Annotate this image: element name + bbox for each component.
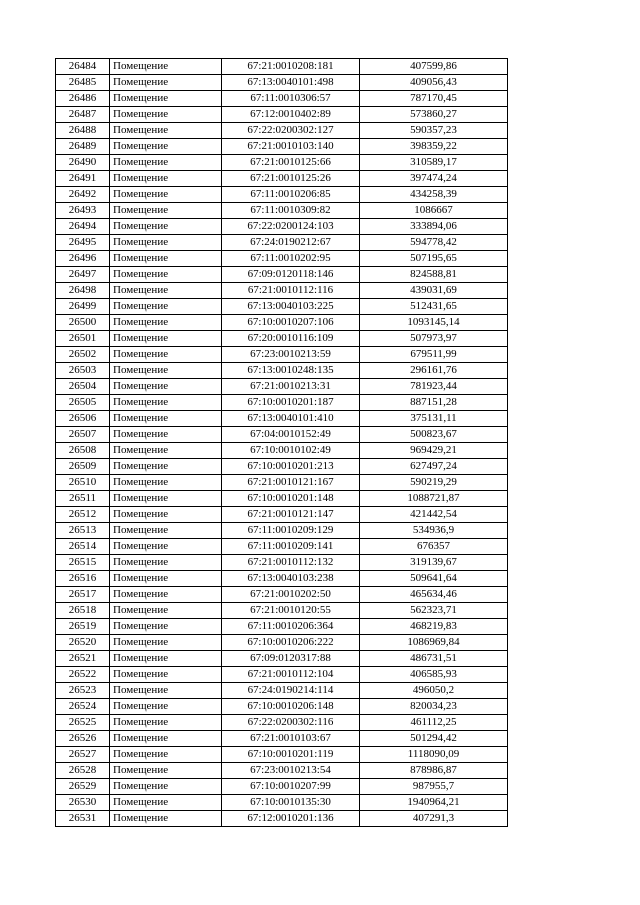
table-row [56, 475, 508, 491]
table-row [56, 331, 508, 347]
cadastral-number-cell: 67:13:0040103:225 [222, 299, 360, 315]
cadastral-value-cell: 573860,27 [360, 107, 508, 123]
object-type-cell: Помещение [110, 219, 222, 235]
object-type-cell: Помещение [110, 363, 222, 379]
table-row [56, 715, 508, 731]
row-number-cell: 26509 [56, 459, 110, 475]
object-type-cell: Помещение [110, 235, 222, 251]
cadastral-number-cell: 67:13:0040103:238 [222, 571, 360, 587]
object-type-cell: Помещение [110, 379, 222, 395]
cadastral-value-cell: 375131,11 [360, 411, 508, 427]
row-number-cell: 26500 [56, 315, 110, 331]
object-type-cell: Помещение [110, 315, 222, 331]
row-number-cell: 26511 [56, 491, 110, 507]
table-row [56, 459, 508, 475]
cadastral-value-cell: 409056,43 [360, 75, 508, 91]
cadastral-value-cell: 421442,54 [360, 507, 508, 523]
cadastral-value-cell: 310589,17 [360, 155, 508, 171]
row-number-cell: 26497 [56, 267, 110, 283]
table-row [56, 763, 508, 779]
row-number-cell: 26514 [56, 539, 110, 555]
cadastral-value-cell: 461112,25 [360, 715, 508, 731]
object-type-cell: Помещение [110, 107, 222, 123]
cadastral-number-cell: 67:11:0010206:364 [222, 619, 360, 635]
row-number-cell: 26526 [56, 731, 110, 747]
cadastral-value-cell: 534936,9 [360, 523, 508, 539]
table-row [56, 427, 508, 443]
cadastral-value-cell: 590357,23 [360, 123, 508, 139]
cadastral-number-cell: 67:04:0010152:49 [222, 427, 360, 443]
row-number-cell: 26492 [56, 187, 110, 203]
row-number-cell: 26484 [56, 59, 110, 75]
object-type-cell: Помещение [110, 283, 222, 299]
cadastral-number-cell: 67:21:0010120:55 [222, 603, 360, 619]
table-row [56, 107, 508, 123]
object-type-cell: Помещение [110, 699, 222, 715]
object-type-cell: Помещение [110, 651, 222, 667]
cadastral-value-cell: 1093145,14 [360, 315, 508, 331]
cadastral-value-cell: 590219,29 [360, 475, 508, 491]
table-row [56, 795, 508, 811]
table-row [56, 203, 508, 219]
row-number-cell: 26520 [56, 635, 110, 651]
object-type-cell: Помещение [110, 539, 222, 555]
object-type-cell: Помещение [110, 715, 222, 731]
row-number-cell: 26525 [56, 715, 110, 731]
cadastral-number-cell: 67:10:0010135:30 [222, 795, 360, 811]
object-type-cell: Помещение [110, 267, 222, 283]
object-type-cell: Помещение [110, 299, 222, 315]
cadastral-value-cell: 627497,24 [360, 459, 508, 475]
object-type-cell: Помещение [110, 747, 222, 763]
table-row [56, 251, 508, 267]
cadastral-value-cell: 787170,45 [360, 91, 508, 107]
cadastral-number-cell: 67:22:0200302:127 [222, 123, 360, 139]
table-row [56, 219, 508, 235]
cadastral-number-cell: 67:10:0010102:49 [222, 443, 360, 459]
cadastral-number-cell: 67:11:0010202:95 [222, 251, 360, 267]
cadastral-number-cell: 67:21:0010125:26 [222, 171, 360, 187]
object-type-cell: Помещение [110, 395, 222, 411]
cadastral-number-cell: 67:21:0010121:147 [222, 507, 360, 523]
cadastral-number-cell: 67:13:0040101:410 [222, 411, 360, 427]
table-row [56, 603, 508, 619]
cadastral-value-cell: 507195,65 [360, 251, 508, 267]
cadastral-number-cell: 67:24:0190214:114 [222, 683, 360, 699]
row-number-cell: 26499 [56, 299, 110, 315]
table-row [56, 491, 508, 507]
object-type-cell: Помещение [110, 139, 222, 155]
table-row [56, 747, 508, 763]
cadastral-value-cell: 434258,39 [360, 187, 508, 203]
table-row [56, 91, 508, 107]
object-type-cell: Помещение [110, 763, 222, 779]
cadastral-value-cell: 397474,24 [360, 171, 508, 187]
row-number-cell: 26504 [56, 379, 110, 395]
row-number-cell: 26524 [56, 699, 110, 715]
cadastral-value-cell: 319139,67 [360, 555, 508, 571]
cadastral-number-cell: 67:21:0010112:132 [222, 555, 360, 571]
cadastral-number-cell: 67:23:0010213:59 [222, 347, 360, 363]
table-row [56, 651, 508, 667]
cadastral-number-cell: 67:13:0010248:135 [222, 363, 360, 379]
object-type-cell: Помещение [110, 331, 222, 347]
row-number-cell: 26501 [56, 331, 110, 347]
object-type-cell: Помещение [110, 411, 222, 427]
cadastral-number-cell: 67:09:0120118:146 [222, 267, 360, 283]
row-number-cell: 26507 [56, 427, 110, 443]
cadastral-value-cell: 398359,22 [360, 139, 508, 155]
object-type-cell: Помещение [110, 347, 222, 363]
object-type-cell: Помещение [110, 507, 222, 523]
object-type-cell: Помещение [110, 667, 222, 683]
table-row [56, 315, 508, 331]
row-number-cell: 26521 [56, 651, 110, 667]
row-number-cell: 26496 [56, 251, 110, 267]
cadastral-number-cell: 67:10:0010207:106 [222, 315, 360, 331]
cadastral-number-cell: 67:22:0200302:116 [222, 715, 360, 731]
table-row [56, 587, 508, 603]
table-row [56, 523, 508, 539]
table-row [56, 283, 508, 299]
cadastral-value-cell: 676357 [360, 539, 508, 555]
cadastral-number-cell: 67:10:0010206:148 [222, 699, 360, 715]
cadastral-number-cell: 67:12:0010201:136 [222, 811, 360, 827]
cadastral-number-cell: 67:22:0200124:103 [222, 219, 360, 235]
row-number-cell: 26490 [56, 155, 110, 171]
object-type-cell: Помещение [110, 475, 222, 491]
cadastral-number-cell: 67:21:0010103:140 [222, 139, 360, 155]
row-number-cell: 26485 [56, 75, 110, 91]
table-row [56, 267, 508, 283]
table-row [56, 123, 508, 139]
object-type-cell: Помещение [110, 811, 222, 827]
object-type-cell: Помещение [110, 59, 222, 75]
row-number-cell: 26488 [56, 123, 110, 139]
cadastral-number-cell: 67:10:0010201:187 [222, 395, 360, 411]
object-type-cell: Помещение [110, 683, 222, 699]
cadastral-value-cell: 1118090,09 [360, 747, 508, 763]
object-type-cell: Помещение [110, 155, 222, 171]
table-row [56, 683, 508, 699]
cadastral-number-cell: 67:13:0040101:498 [222, 75, 360, 91]
cadastral-value-cell: 501294,42 [360, 731, 508, 747]
cadastral-number-cell: 67:11:0010306:57 [222, 91, 360, 107]
row-number-cell: 26510 [56, 475, 110, 491]
table-row [56, 171, 508, 187]
cadastral-number-cell: 67:21:0010202:50 [222, 587, 360, 603]
cadastral-number-cell: 67:09:0120317:88 [222, 651, 360, 667]
cadastral-value-cell: 507973,97 [360, 331, 508, 347]
cadastral-value-cell: 407291,3 [360, 811, 508, 827]
row-number-cell: 26505 [56, 395, 110, 411]
cadastral-value-cell: 1086667 [360, 203, 508, 219]
row-number-cell: 26487 [56, 107, 110, 123]
row-number-cell: 26506 [56, 411, 110, 427]
row-number-cell: 26515 [56, 555, 110, 571]
table-row [56, 363, 508, 379]
row-number-cell: 26495 [56, 235, 110, 251]
cadastral-value-cell: 969429,21 [360, 443, 508, 459]
table-row [56, 443, 508, 459]
row-number-cell: 26529 [56, 779, 110, 795]
cadastral-value-cell: 509641,64 [360, 571, 508, 587]
cadastral-value-cell: 887151,28 [360, 395, 508, 411]
cadastral-value-cell: 468219,83 [360, 619, 508, 635]
table-row [56, 779, 508, 795]
object-type-cell: Помещение [110, 795, 222, 811]
table-row [56, 635, 508, 651]
object-type-cell: Помещение [110, 587, 222, 603]
row-number-cell: 26491 [56, 171, 110, 187]
object-type-cell: Помещение [110, 123, 222, 139]
object-type-cell: Помещение [110, 171, 222, 187]
row-number-cell: 26530 [56, 795, 110, 811]
object-type-cell: Помещение [110, 427, 222, 443]
cadastral-number-cell: 67:21:0010112:104 [222, 667, 360, 683]
object-type-cell: Помещение [110, 619, 222, 635]
row-number-cell: 26508 [56, 443, 110, 459]
table-row [56, 667, 508, 683]
cadastral-value-cell: 878986,87 [360, 763, 508, 779]
cadastral-value-cell: 500823,67 [360, 427, 508, 443]
row-number-cell: 26498 [56, 283, 110, 299]
row-number-cell: 26522 [56, 667, 110, 683]
table-row [56, 59, 508, 75]
cadastral-value-cell: 439031,69 [360, 283, 508, 299]
row-number-cell: 26489 [56, 139, 110, 155]
cadastral-number-cell: 67:21:0010121:167 [222, 475, 360, 491]
property-register-table [55, 58, 508, 827]
cadastral-number-cell: 67:10:0010201:148 [222, 491, 360, 507]
cadastral-number-cell: 67:10:0010207:99 [222, 779, 360, 795]
cadastral-value-cell: 987955,7 [360, 779, 508, 795]
row-number-cell: 26518 [56, 603, 110, 619]
table-row [56, 155, 508, 171]
object-type-cell: Помещение [110, 603, 222, 619]
row-number-cell: 26486 [56, 91, 110, 107]
object-type-cell: Помещение [110, 635, 222, 651]
row-number-cell: 26493 [56, 203, 110, 219]
table-row [56, 347, 508, 363]
cadastral-number-cell: 67:11:0010309:82 [222, 203, 360, 219]
row-number-cell: 26527 [56, 747, 110, 763]
cadastral-value-cell: 333894,06 [360, 219, 508, 235]
cadastral-number-cell: 67:24:0190212:67 [222, 235, 360, 251]
object-type-cell: Помещение [110, 75, 222, 91]
table-row [56, 75, 508, 91]
row-number-cell: 26502 [56, 347, 110, 363]
cadastral-value-cell: 486731,51 [360, 651, 508, 667]
table-row [56, 571, 508, 587]
table-row [56, 187, 508, 203]
row-number-cell: 26513 [56, 523, 110, 539]
cadastral-value-cell: 406585,93 [360, 667, 508, 683]
cadastral-value-cell: 512431,65 [360, 299, 508, 315]
cadastral-number-cell: 67:21:0010208:181 [222, 59, 360, 75]
cadastral-number-cell: 67:21:0010125:66 [222, 155, 360, 171]
cadastral-number-cell: 67:20:0010116:109 [222, 331, 360, 347]
object-type-cell: Помещение [110, 571, 222, 587]
table-row [56, 411, 508, 427]
table-row [56, 699, 508, 715]
table-row [56, 299, 508, 315]
table-row [56, 539, 508, 555]
cadastral-number-cell: 67:10:0010201:213 [222, 459, 360, 475]
row-number-cell: 26531 [56, 811, 110, 827]
object-type-cell: Помещение [110, 459, 222, 475]
cadastral-value-cell: 407599,86 [360, 59, 508, 75]
row-number-cell: 26516 [56, 571, 110, 587]
row-number-cell: 26517 [56, 587, 110, 603]
object-type-cell: Помещение [110, 523, 222, 539]
table-row [56, 235, 508, 251]
object-type-cell: Помещение [110, 731, 222, 747]
cadastral-value-cell: 781923,44 [360, 379, 508, 395]
cadastral-number-cell: 67:11:0010206:85 [222, 187, 360, 203]
cadastral-value-cell: 820034,23 [360, 699, 508, 715]
table-row [56, 619, 508, 635]
cadastral-value-cell: 594778,42 [360, 235, 508, 251]
cadastral-value-cell: 1086969,84 [360, 635, 508, 651]
cadastral-number-cell: 67:11:0010209:129 [222, 523, 360, 539]
row-number-cell: 26528 [56, 763, 110, 779]
cadastral-value-cell: 296161,76 [360, 363, 508, 379]
object-type-cell: Помещение [110, 443, 222, 459]
cadastral-number-cell: 67:21:0010103:67 [222, 731, 360, 747]
table-row [56, 139, 508, 155]
row-number-cell: 26494 [56, 219, 110, 235]
cadastral-number-cell: 67:21:0010213:31 [222, 379, 360, 395]
object-type-cell: Помещение [110, 91, 222, 107]
register-table-body [56, 59, 508, 827]
table-row [56, 379, 508, 395]
object-type-cell: Помещение [110, 491, 222, 507]
object-type-cell: Помещение [110, 203, 222, 219]
object-type-cell: Помещение [110, 187, 222, 203]
row-number-cell: 26512 [56, 507, 110, 523]
cadastral-value-cell: 824588,81 [360, 267, 508, 283]
object-type-cell: Помещение [110, 779, 222, 795]
table-row [56, 811, 508, 827]
cadastral-number-cell: 67:10:0010201:119 [222, 747, 360, 763]
row-number-cell: 26523 [56, 683, 110, 699]
cadastral-value-cell: 562323,71 [360, 603, 508, 619]
row-number-cell: 26519 [56, 619, 110, 635]
cadastral-number-cell: 67:21:0010112:116 [222, 283, 360, 299]
cadastral-value-cell: 1940964,21 [360, 795, 508, 811]
cadastral-value-cell: 465634,46 [360, 587, 508, 603]
table-row [56, 555, 508, 571]
cadastral-number-cell: 67:12:0010402:89 [222, 107, 360, 123]
cadastral-value-cell: 679511,99 [360, 347, 508, 363]
cadastral-value-cell: 496050,2 [360, 683, 508, 699]
table-row [56, 731, 508, 747]
cadastral-value-cell: 1088721,87 [360, 491, 508, 507]
row-number-cell: 26503 [56, 363, 110, 379]
object-type-cell: Помещение [110, 555, 222, 571]
cadastral-number-cell: 67:23:0010213:54 [222, 763, 360, 779]
table-row [56, 395, 508, 411]
cadastral-number-cell: 67:11:0010209:141 [222, 539, 360, 555]
table-row [56, 507, 508, 523]
object-type-cell: Помещение [110, 251, 222, 267]
cadastral-number-cell: 67:10:0010206:222 [222, 635, 360, 651]
